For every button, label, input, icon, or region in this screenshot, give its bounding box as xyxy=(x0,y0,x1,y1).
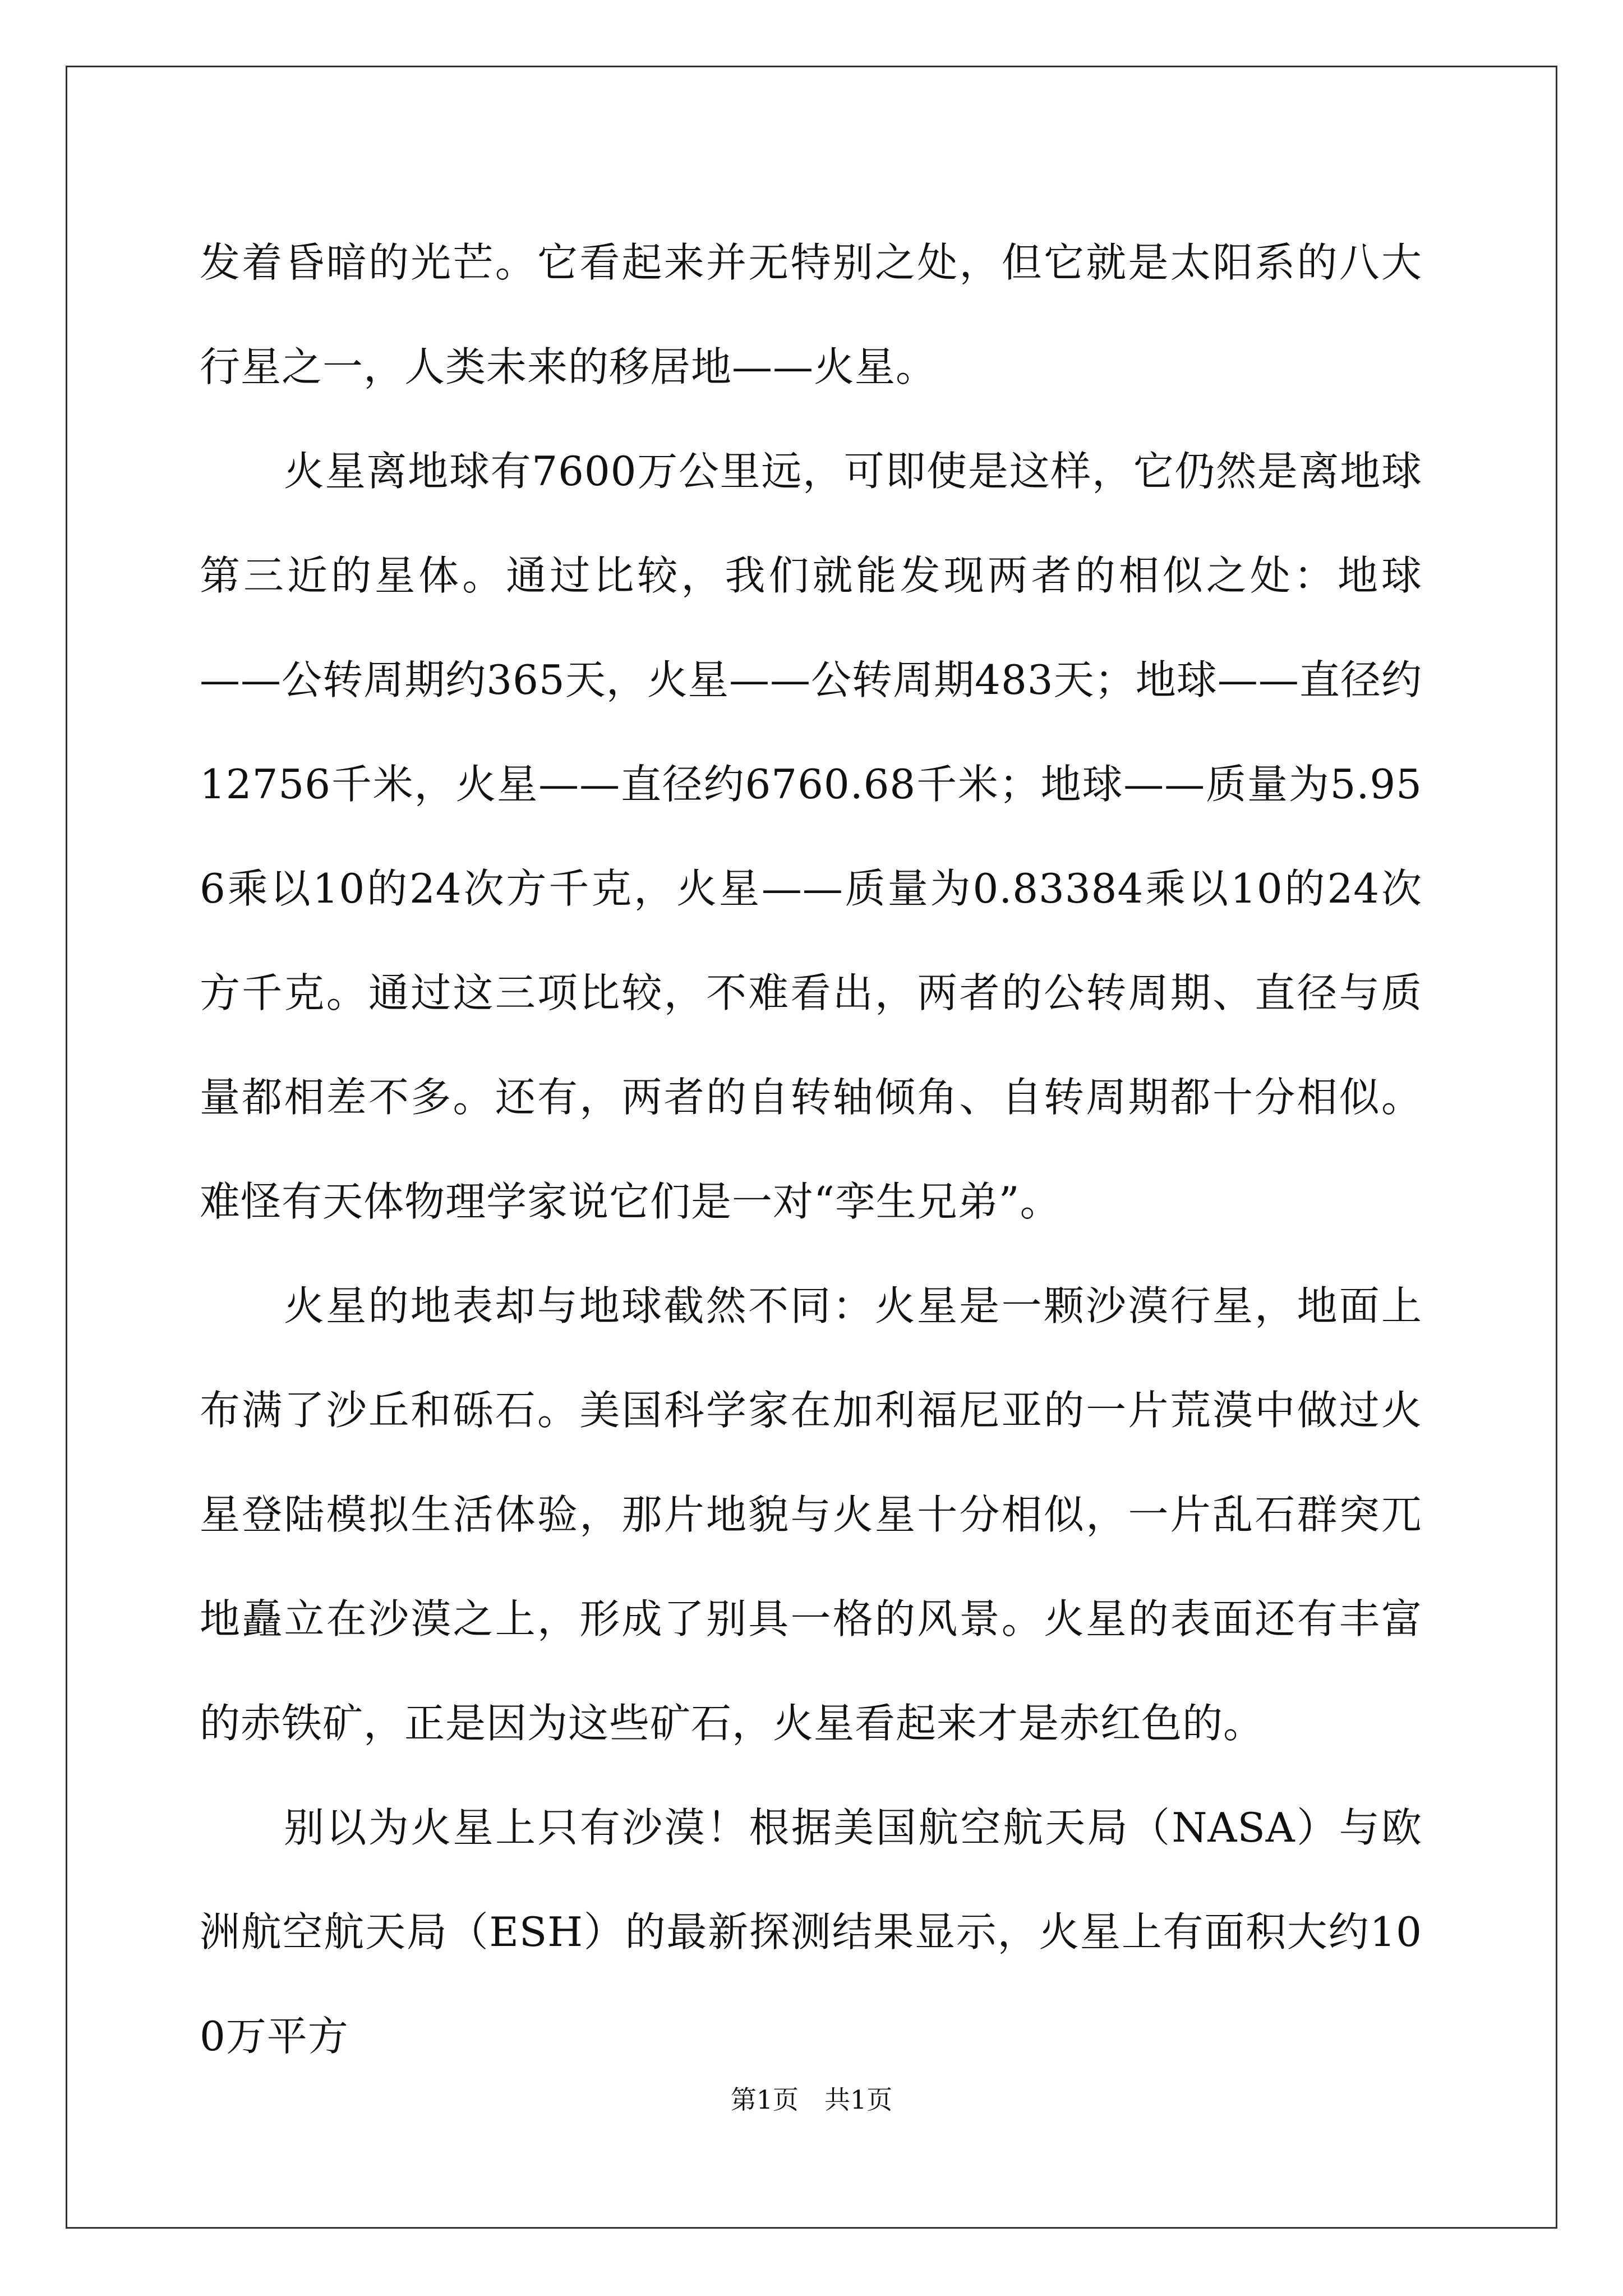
paragraph-1: 发着昏暗的光芒。它看起来并无特别之处，但它就是太阳系的八大行星之一，人类未来的移居地——火星。 xyxy=(200,239,1422,390)
paragraph-2: 火星离地球有7600万公里远，可即使是这样，它仍然是离地球第三近的星体。通过比较，我们就能发现两者的相似之处：地球——公转周期约365天，火星——公转周期483天；地球——直径约12756千米，火星——直径约6760.68千米；地球——质量为5.956乘以10的24次方千克，火星——质量为0.83384乘以10的24次方千克。通过这三项比较，不难看出，两者的公转周期、直径与质量都相差不多。还有，两者的自转轴倾角、自转周期都十分相似。难怪有天体物理学家说它们是一对“孪生兄弟”。 xyxy=(200,448,1422,1225)
page-number-footer: 第1页 共1页 xyxy=(730,2085,893,2115)
paragraph-4: 别以为火星上只有沙漠！根据美国航空航天局（NASA）与欧洲航空航天局（ESH）的最新探测结果显示，火星上有面积大约100万平方 xyxy=(200,1804,1422,2060)
document-body xyxy=(200,210,1422,2088)
paragraph-3: 火星的地表却与地球截然不同：火星是一颗沙漠行星，地面上布满了沙丘和砾石。美国科学家在加利福尼亚的一片荒漠中做过火星登陆模拟生活体验，那片地貌与火星十分相似，一片乱石群突兀地矗立在沙漠之上，形成了别具一格的风景。火星的表面还有丰富的赤铁矿，正是因为这些矿石，火星看起来才是赤红色的。 xyxy=(200,1282,1422,1747)
